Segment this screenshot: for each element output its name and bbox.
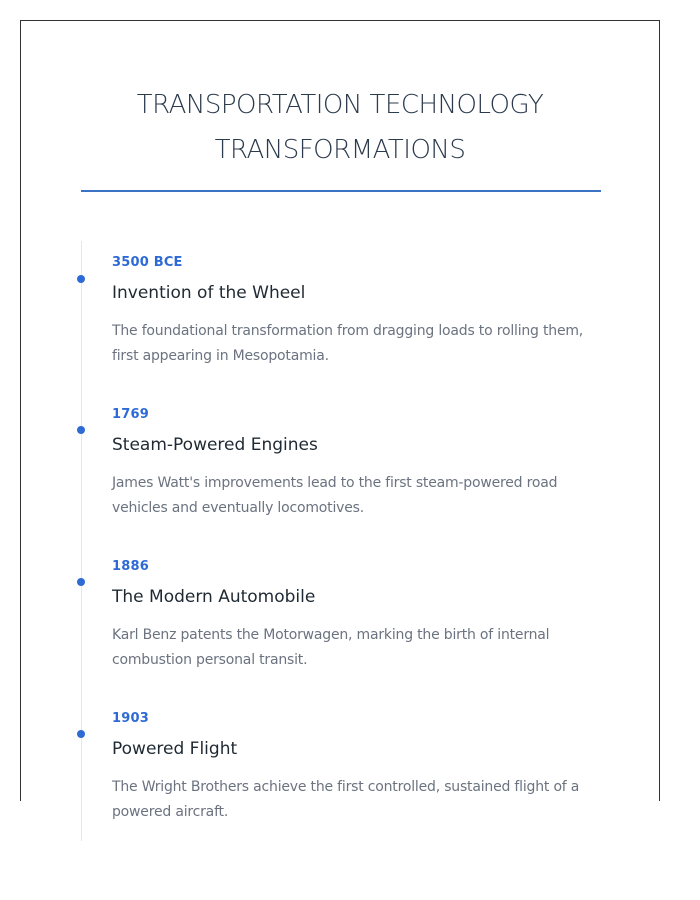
event-title: The Modern Automobile [112,587,316,607]
event-year: 1903 [112,711,149,726]
timeline-dot [77,426,85,434]
event-title: Invention of the Wheel [112,283,306,303]
page-title [21,83,659,173]
event-year: 3500 BCE [112,255,183,270]
timeline-dot [77,578,85,586]
page-title-line-1: TRANSPORTATION TECHNOLOGY [136,90,544,120]
event-description: James Watt's improvements lead to the first steam-powered road vehicles and eventually locomotives. [112,475,558,516]
event-description: Karl Benz patents the Motorwagen, marking the birth of internal combustion personal transit. [112,627,550,668]
timeline-card [20,20,660,820]
page-title-line-2: TRANSFORMATIONS [214,135,466,165]
event-description: The Wright Brothers achieve the first controlled, sustained flight of a powered aircraft. [112,779,580,820]
event-description: The foundational transformation from dragging loads to rolling them, first appearing in Mesopotamia. [112,323,584,364]
title-divider [81,190,601,192]
event-title: Steam-Powered Engines [112,435,318,455]
timeline-dot [77,730,85,738]
timeline-dot [77,275,85,283]
event-year: 1886 [112,559,149,574]
timeline [81,241,602,841]
event-year: 1769 [112,407,149,422]
event-title: Powered Flight [112,739,238,759]
